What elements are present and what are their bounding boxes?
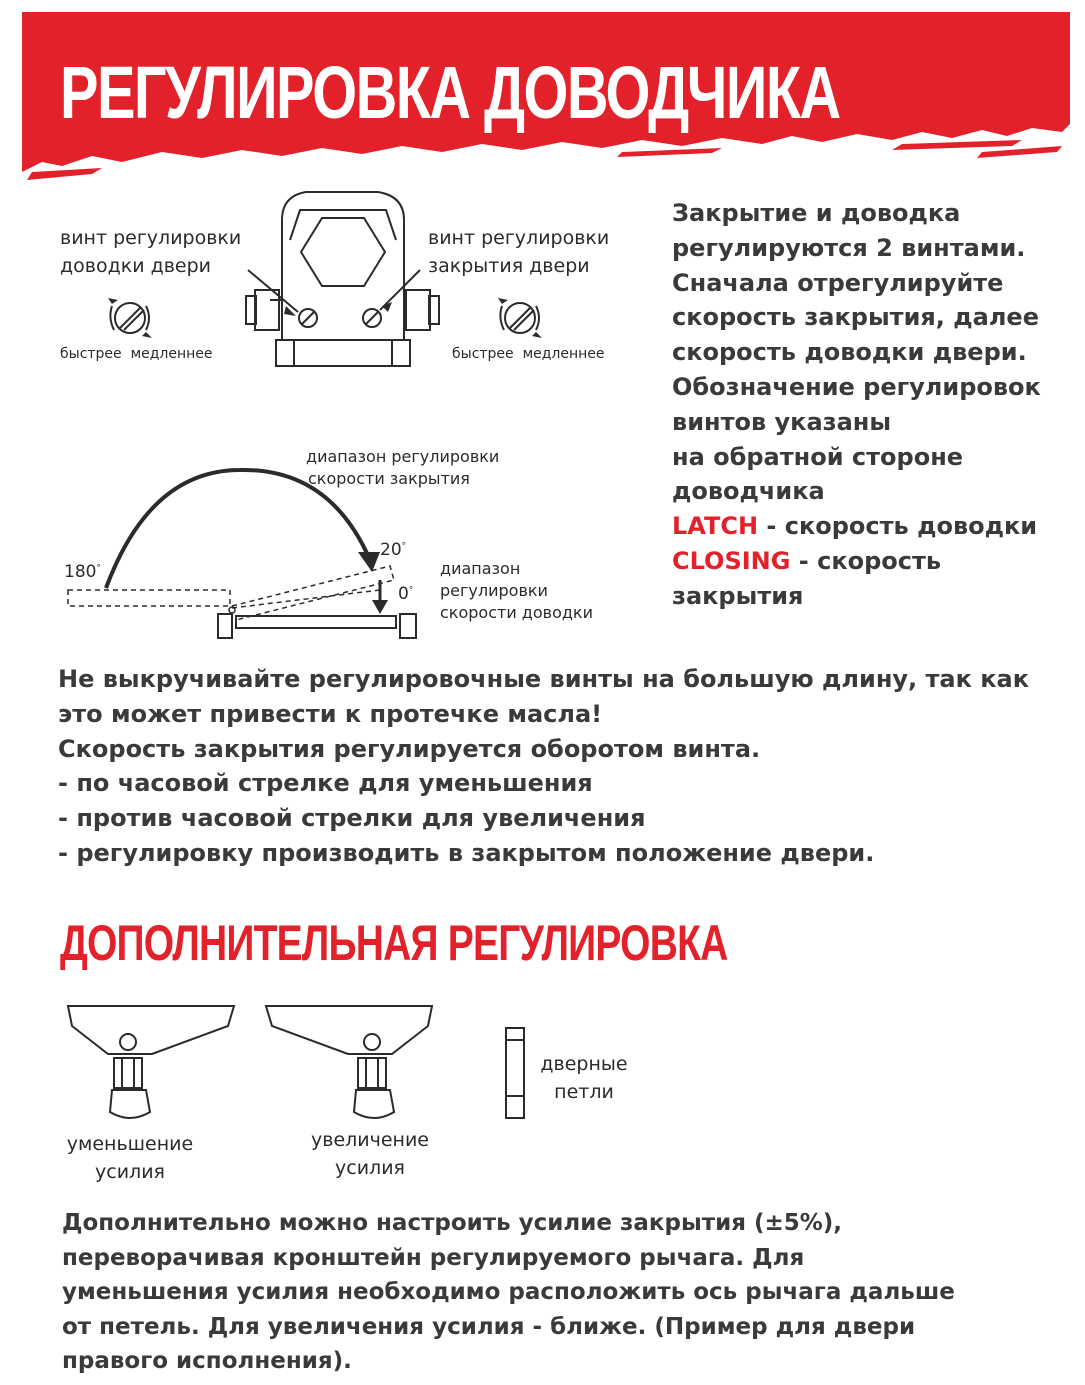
latch-desc: - скорость доводки [758,512,1038,541]
latch-range-line3: скорости доводки [440,603,593,622]
warning-line: это может привести к протечке масла! [58,699,603,728]
left-screw-label-line1: винт регулировки [60,227,242,249]
increase-line1: увеличение [311,1129,429,1151]
warning-text [58,662,1029,871]
instr-line: Закрытие и доводка [672,199,961,227]
closing-range-line1: диапазон регулировки [306,447,500,466]
right-speed-legend [452,346,605,362]
left-slower-label: медленнее [130,346,213,362]
right-slower-label: медленнее [522,346,605,362]
warning-line: Скорость закрытия регулируется оборотом винта. [58,734,761,763]
latch-range-label [440,558,593,624]
latch-range-line2: регулировки [440,581,548,600]
left-screw-label-line2: доводки двери [60,255,212,277]
angle-20-label: 20° [380,540,407,560]
instr-line: винтов указаны [672,407,892,436]
body-line: правого исполнения). [62,1348,352,1374]
closing-range-label [306,446,499,490]
section2-title: ДОПОЛНИТЕЛЬНАЯ РЕГУЛИРОВКА [60,915,728,971]
closing-desc-2: закрытия [672,581,804,610]
increase-line2: усилия [335,1157,405,1179]
section2-body [62,1206,955,1379]
hinges-line1: дверные [540,1053,628,1075]
decrease-force-label [60,1130,200,1186]
instr-line: на обратной стороне [672,442,964,471]
hinges-line2: петли [554,1081,614,1103]
left-speed-legend [60,346,213,362]
page-title: РЕГУЛИРОВКА ДОВОДЧИКА [60,51,840,134]
right-screw-label-line1: винт регулировки [428,227,610,249]
warning-line: - регулировку производить в закрытом положение двери. [58,838,875,867]
instr-line: регулируются 2 винтами. [672,233,1026,262]
instr-line: доводчика [672,477,825,506]
latch-key: LATCH [672,512,759,541]
body-line: переворачивая кронштейн регулируемого рычага. Для [62,1244,805,1271]
warning-line: - по часовой стрелке для уменьшения [58,769,593,798]
left-faster-label: быстрее [60,346,122,362]
instructions-text [672,196,1072,614]
body-line: от петель. Для увеличения усилия - ближе. (Пример для двери [62,1313,916,1340]
instr-line: скорость доводки двери. [672,338,1027,367]
warning-line: Не выкручивайте регулировочные винты на большую длину, так как [58,665,1030,693]
angle-0-label: 0° [398,584,414,604]
body-line: уменьшения усилия необходимо расположить ось рычага дальше [62,1279,955,1305]
decrease-line1: уменьшение [66,1133,194,1155]
right-screw-label-line2: закрытия двери [428,255,590,277]
closing-key: CLOSING [672,546,791,575]
angle-180-label: 180° [64,562,101,582]
left-screw-label [60,224,241,280]
closing-desc: - скорость [790,546,942,575]
right-screw-label [428,224,609,280]
closing-range-line2: скорости закрытия [308,469,470,488]
hinges-label [532,1050,636,1106]
instr-line: Обозначение регулировок [672,372,1041,401]
instr-line: скорость закрытия, далее [672,303,1039,332]
instr-line: Сначала отрегулируйте [672,268,1004,297]
closing-line [672,544,1072,579]
right-faster-label: быстрее [452,346,514,362]
body-line: Дополнительно можно настроить усилие закрытия (±5%), [62,1210,843,1236]
warning-line: - против часовой стрелки для увеличения [58,804,646,833]
latch-line [672,509,1072,544]
latch-range-line1: диапазон [440,559,521,578]
decrease-line2: усилия [95,1161,165,1183]
increase-force-label [300,1126,440,1182]
